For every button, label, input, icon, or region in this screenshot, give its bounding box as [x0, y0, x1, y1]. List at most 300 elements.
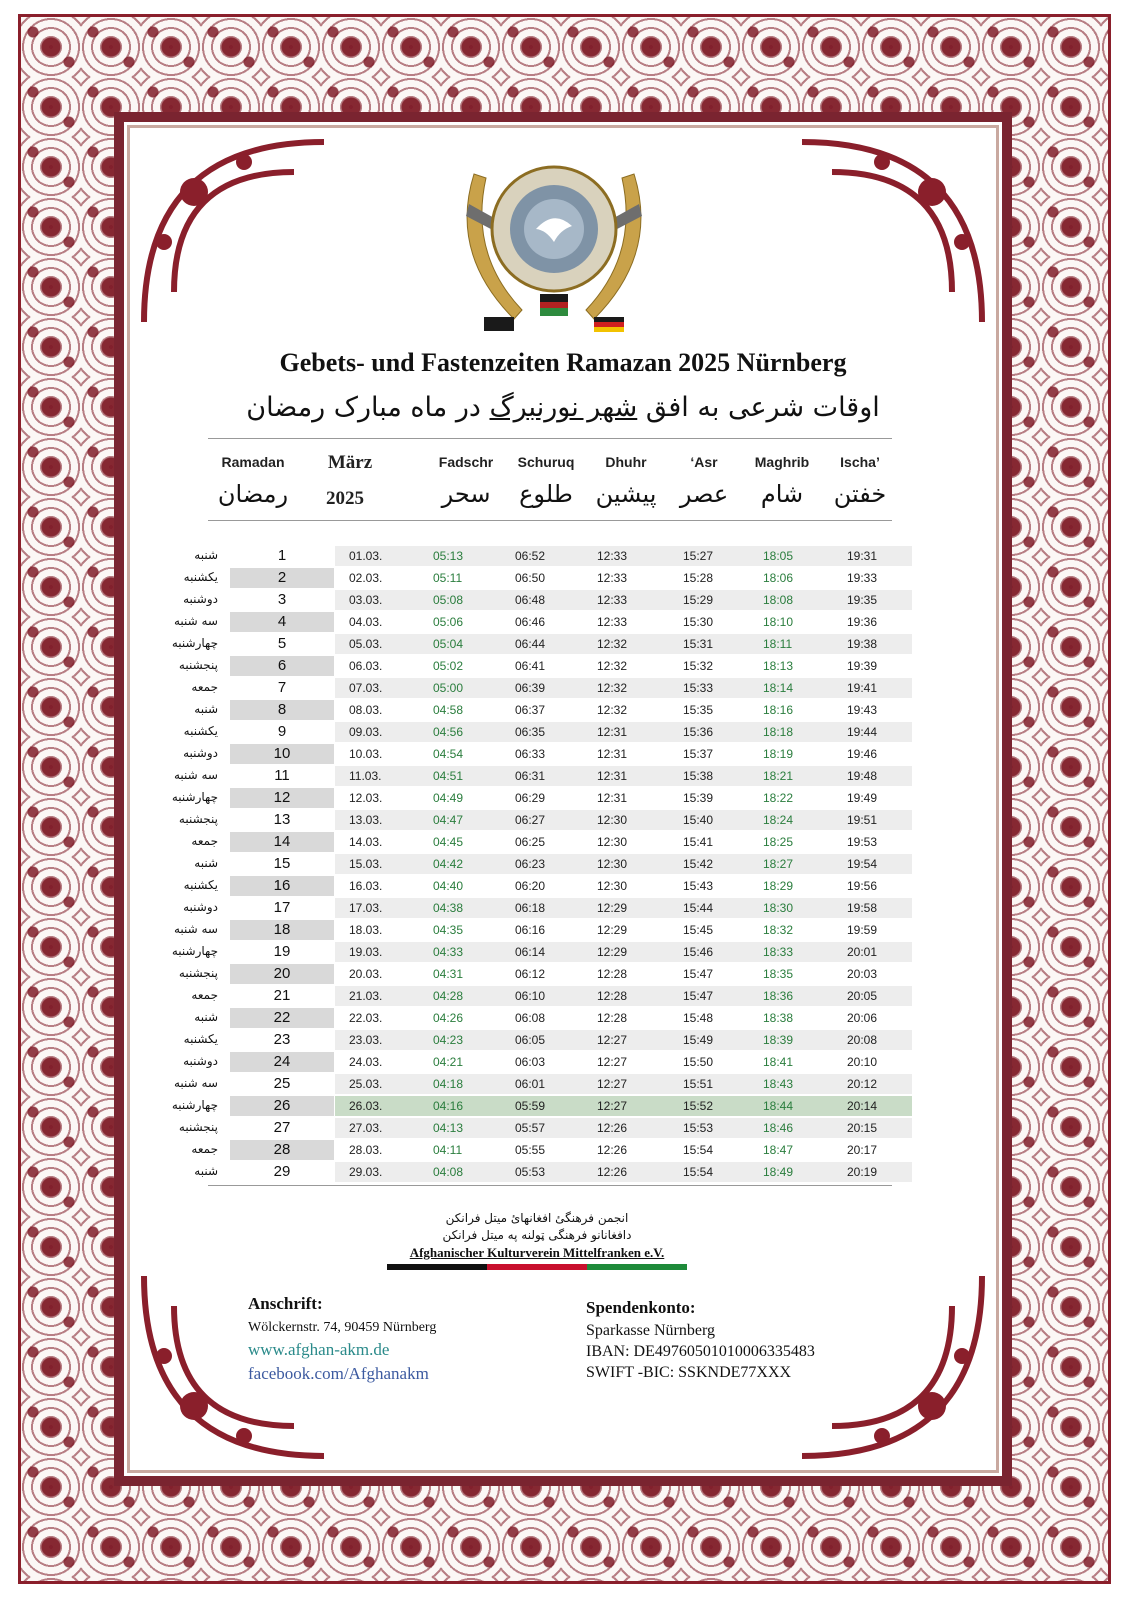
times-strip [335, 1008, 912, 1028]
time-dhuhr: 12:28 [597, 1011, 628, 1025]
time-fajr: 04:54 [433, 747, 464, 761]
time-dhuhr: 12:32 [597, 659, 628, 673]
facebook-link[interactable]: facebook.com/Afghanakm [248, 1364, 429, 1383]
time-asr: 15:53 [683, 1121, 714, 1135]
time-dhuhr: 12:26 [597, 1121, 628, 1135]
time-date: 11.03. [349, 769, 382, 783]
table-row [152, 1073, 892, 1095]
table-row [152, 985, 892, 1007]
time-maghrib: 18:44 [763, 1099, 794, 1113]
time-sunrise: 06:39 [515, 681, 546, 695]
table-row [152, 897, 892, 919]
time-fajr: 04:38 [433, 901, 464, 915]
weekday-dari: سه شنبه [173, 768, 218, 782]
ramadan-day-number: 14 [230, 832, 334, 852]
bank-iban: IBAN: DE49760501010006335483 [586, 1343, 815, 1360]
time-date: 18.03. [349, 923, 383, 937]
time-fajr: 04:58 [433, 703, 464, 717]
table-row [152, 743, 892, 765]
time-maghrib: 18:36 [763, 989, 794, 1003]
header-year: 2025 [326, 488, 364, 509]
weekday-dari: شنبه [194, 702, 218, 716]
time-isha: 19:35 [847, 593, 878, 607]
weekday-dari: چهارشنبه [171, 636, 218, 650]
time-isha: 19:41 [847, 681, 878, 695]
time-fajr: 05:06 [433, 615, 464, 629]
time-date: 28.03. [349, 1143, 383, 1157]
time-dhuhr: 12:29 [597, 945, 628, 959]
times-strip [335, 1118, 912, 1138]
ramadan-day-number: 11 [274, 767, 290, 784]
time-dhuhr: 12:31 [597, 769, 628, 783]
bank-label: Spendenkonto: [586, 1298, 696, 1317]
table-bottom-rule [208, 1185, 892, 1186]
time-maghrib: 18:19 [763, 747, 794, 761]
time-maghrib: 18:06 [763, 571, 794, 585]
time-dhuhr: 12:28 [597, 989, 628, 1003]
time-isha: 19:33 [847, 571, 878, 585]
time-dhuhr: 12:29 [597, 923, 628, 937]
time-maghrib: 18:13 [763, 659, 794, 673]
time-asr: 15:29 [683, 593, 714, 607]
time-dhuhr: 12:30 [597, 813, 628, 827]
time-asr: 15:42 [683, 857, 714, 871]
time-isha: 19:49 [847, 791, 878, 805]
donation-account-block [586, 1298, 906, 1383]
time-isha: 19:38 [847, 637, 878, 651]
time-date: 20.03. [349, 967, 383, 981]
header-fajr-fa: سحر [441, 480, 491, 508]
ramadan-day-number: 27 [273, 1119, 291, 1136]
time-fajr: 04:11 [433, 1143, 463, 1157]
org-name-german: Afghanischer Kulturverein Mittelfranken e.V. [409, 1245, 665, 1260]
table-row [152, 919, 892, 941]
ramadan-day-number: 24 [230, 1052, 334, 1072]
times-strip [335, 876, 912, 896]
time-fajr: 04:49 [433, 791, 464, 805]
times-strip [335, 854, 912, 874]
time-maghrib: 18:38 [763, 1011, 794, 1025]
time-fajr: 04:45 [433, 835, 464, 849]
time-sunrise: 06:46 [515, 615, 546, 629]
table-row [152, 787, 892, 809]
time-date: 17.03. [349, 901, 383, 915]
times-strip [335, 678, 912, 698]
time-fajr: 04:47 [433, 813, 464, 827]
weekday-dari: چهارشنبه [171, 1098, 218, 1112]
time-date: 06.03. [349, 659, 383, 673]
time-asr: 15:44 [683, 901, 714, 915]
time-date: 21.03. [349, 989, 383, 1003]
weekday-dari: سه شنبه [173, 614, 218, 628]
time-isha: 19:51 [847, 813, 878, 827]
times-strip [335, 700, 912, 720]
weekday-dari: یکشنبه [183, 878, 218, 892]
ramadan-day-number: 25 [273, 1075, 291, 1092]
time-date: 22.03. [349, 1011, 383, 1025]
times-strip [335, 656, 912, 676]
table-row [152, 875, 892, 897]
time-fajr: 04:56 [433, 725, 464, 739]
times-strip [335, 568, 912, 588]
times-strip [335, 634, 912, 654]
time-isha: 20:06 [847, 1011, 878, 1025]
ramadan-day-number: 28 [230, 1140, 334, 1160]
header-maghrib: Maghrib [754, 454, 810, 470]
time-isha: 19:39 [847, 659, 878, 673]
table-row [152, 853, 892, 875]
ramadan-day-number: 26 [230, 1096, 334, 1116]
time-sunrise: 06:23 [515, 857, 546, 871]
weekday-dari: پنجشنبه [178, 1120, 218, 1134]
table-row [152, 831, 892, 853]
time-fajr: 04:42 [433, 857, 464, 871]
afghan-flag-stripe [387, 1264, 687, 1270]
ramadan-day-number: 17 [273, 899, 291, 916]
time-isha: 19:44 [847, 725, 878, 739]
time-maghrib: 18:47 [763, 1143, 794, 1157]
time-dhuhr: 12:31 [597, 791, 628, 805]
table-row [152, 941, 892, 963]
time-isha: 19:53 [847, 835, 878, 849]
title-dari-end: در ماه مبارک رمضان [246, 392, 481, 423]
weekday-dari: یکشنبه [183, 570, 218, 584]
time-isha: 19:59 [847, 923, 878, 937]
time-dhuhr: 12:30 [597, 857, 628, 871]
ramadan-day-number: 6 [230, 656, 334, 676]
time-maghrib: 18:32 [763, 923, 794, 937]
time-maghrib: 18:24 [763, 813, 794, 827]
table-row [152, 699, 892, 721]
time-maghrib: 18:49 [763, 1165, 794, 1179]
weekday-dari: دوشنبه [183, 900, 218, 914]
bank-bic: SWIFT -BIC: SSKNDE77XXX [586, 1364, 792, 1381]
time-isha: 19:43 [847, 703, 878, 717]
weekday-dari: چهارشنبه [171, 790, 218, 804]
header-ramadan-fa: رمضان [217, 480, 289, 508]
table-row [152, 655, 892, 677]
header-sunrise-fa: طلوع [519, 480, 573, 508]
org-name-dari: انجمن فرهنگیٔ افغانهایٔ میتل فرانکن [445, 1211, 629, 1225]
time-isha: 20:14 [847, 1099, 878, 1113]
time-date: 05.03. [349, 637, 383, 651]
time-sunrise: 06:10 [515, 989, 546, 1003]
title-dari-start: اوقات شرعی به افق [645, 392, 880, 423]
table-row [152, 721, 892, 743]
header-month: März [327, 452, 373, 473]
weekday-dari: چهارشنبه [171, 944, 218, 958]
weekday-dari: پنجشنبه [178, 658, 218, 672]
ramadan-day-number: 7 [277, 679, 287, 696]
time-dhuhr: 12:29 [597, 901, 628, 915]
address-label: Anschrift: [248, 1294, 323, 1313]
table-row [152, 545, 892, 567]
time-sunrise: 06:48 [515, 593, 546, 607]
time-sunrise: 06:52 [515, 549, 546, 563]
header-bottom-rule [208, 520, 892, 521]
header-dhuhr: Dhuhr [605, 454, 647, 470]
time-maghrib: 18:46 [763, 1121, 794, 1135]
bank-name: Sparkasse Nürnberg [586, 1322, 716, 1339]
ramadan-day-number: 9 [277, 723, 287, 740]
times-strip [335, 1140, 912, 1160]
address-block [248, 1294, 548, 1384]
ramadan-day-number: 5 [277, 635, 287, 652]
times-strip [335, 986, 912, 1006]
times-strip [335, 832, 912, 852]
time-fajr: 04:35 [433, 923, 464, 937]
times-strip [335, 920, 912, 940]
time-asr: 15:28 [683, 571, 714, 585]
time-dhuhr: 12:27 [597, 1099, 628, 1113]
times-strip [335, 1162, 912, 1182]
weekday-dari: جمعه [191, 988, 218, 1002]
time-sunrise: 06:50 [515, 571, 546, 585]
ramadan-day-number: 19 [273, 943, 291, 960]
time-maghrib: 18:11 [763, 637, 793, 651]
time-isha: 20:15 [847, 1121, 878, 1135]
time-date: 16.03. [349, 879, 383, 893]
times-strip [335, 788, 912, 808]
org-name-pashto: دافغانانو فرهنگی ټولنه په میتل فرانکن [442, 1228, 632, 1242]
table-row [152, 633, 892, 655]
time-asr: 15:51 [683, 1077, 714, 1091]
weekday-dari: شنبه [194, 1010, 218, 1024]
times-strip [335, 1030, 912, 1050]
time-dhuhr: 12:28 [597, 967, 628, 981]
header-isha-fa: خفتن [833, 480, 887, 508]
time-isha: 20:10 [847, 1055, 878, 1069]
time-sunrise: 06:41 [515, 659, 546, 673]
time-asr: 15:40 [683, 813, 714, 827]
times-strip [335, 744, 912, 764]
time-sunrise: 06:31 [515, 769, 546, 783]
time-maghrib: 18:30 [763, 901, 794, 915]
time-fajr: 05:11 [433, 571, 463, 585]
times-strip [335, 546, 912, 566]
time-sunrise: 05:53 [515, 1165, 546, 1179]
times-strip [335, 898, 912, 918]
table-row [152, 1029, 892, 1051]
time-dhuhr: 12:27 [597, 1055, 628, 1069]
time-asr: 15:47 [683, 989, 714, 1003]
weekday-dari: شنبه [194, 1164, 218, 1178]
header-top-rule [208, 438, 892, 439]
table-row [152, 765, 892, 787]
times-strip [335, 590, 912, 610]
website-link[interactable]: www.afghan-akm.de [248, 1340, 390, 1359]
time-date: 02.03. [349, 571, 383, 585]
times-strip [335, 1096, 912, 1116]
header-asr-fa: عصر [679, 480, 729, 508]
time-isha: 19:54 [847, 857, 878, 871]
time-sunrise: 06:12 [515, 967, 546, 981]
time-date: 23.03. [349, 1033, 383, 1047]
time-maghrib: 18:35 [763, 967, 794, 981]
time-dhuhr: 12:30 [597, 879, 628, 893]
time-asr: 15:35 [683, 703, 714, 717]
time-sunrise: 06:27 [515, 813, 546, 827]
weekday-dari: سه شنبه [173, 1076, 218, 1090]
time-maghrib: 18:25 [763, 835, 794, 849]
header-asr: ‘Asr [690, 454, 718, 470]
time-fajr: 05:00 [433, 681, 464, 695]
time-isha: 19:36 [847, 615, 878, 629]
time-fajr: 04:23 [433, 1033, 464, 1047]
time-sunrise: 06:01 [515, 1077, 546, 1091]
time-asr: 15:47 [683, 967, 714, 981]
ramadan-day-number: 20 [230, 964, 334, 984]
ramadan-day-number: 1 [277, 547, 287, 564]
time-fajr: 05:08 [433, 593, 464, 607]
times-strip [335, 1074, 912, 1094]
time-maghrib: 18:33 [763, 945, 794, 959]
time-dhuhr: 12:32 [597, 681, 628, 695]
time-dhuhr: 12:30 [597, 835, 628, 849]
time-isha: 20:17 [847, 1143, 878, 1157]
time-fajr: 05:04 [433, 637, 464, 651]
weekday-dari: شنبه [194, 548, 218, 562]
time-fajr: 04:33 [433, 945, 464, 959]
time-asr: 15:41 [683, 835, 714, 849]
organization-block [382, 1210, 692, 1270]
table-row [152, 963, 892, 985]
time-maghrib: 18:14 [763, 681, 794, 695]
time-asr: 15:37 [683, 747, 714, 761]
time-dhuhr: 12:33 [597, 593, 628, 607]
time-sunrise: 06:16 [515, 923, 546, 937]
corner-ornament-top-left [134, 132, 334, 332]
time-dhuhr: 12:32 [597, 703, 628, 717]
time-isha: 19:31 [847, 549, 878, 563]
header-fajr: Fadschr [438, 454, 494, 470]
time-fajr: 04:08 [433, 1165, 464, 1179]
weekday-dari: یکشنبه [183, 1032, 218, 1046]
time-asr: 15:27 [683, 549, 714, 563]
time-fajr: 04:40 [433, 879, 464, 893]
table-row [152, 589, 892, 611]
time-asr: 15:46 [683, 945, 714, 959]
ramadan-day-number: 2 [230, 568, 334, 588]
title-dari-city: شهر نورنبرگ [489, 392, 638, 423]
time-fajr: 04:13 [433, 1121, 464, 1135]
time-isha: 20:19 [847, 1165, 878, 1179]
time-asr: 15:54 [683, 1165, 714, 1179]
header-sunrise: Schuruq [517, 454, 575, 470]
time-asr: 15:50 [683, 1055, 714, 1069]
time-isha: 19:58 [847, 901, 878, 915]
ramadan-day-number: 10 [230, 744, 334, 764]
table-row [152, 1095, 892, 1117]
weekday-dari: جمعه [191, 680, 218, 694]
time-date: 24.03. [349, 1055, 383, 1069]
time-fajr: 04:51 [433, 769, 464, 783]
time-date: 13.03. [349, 813, 383, 827]
weekday-dari: دوشنبه [183, 1054, 218, 1068]
time-date: 25.03. [349, 1077, 383, 1091]
time-maghrib: 18:16 [763, 703, 794, 717]
time-date: 12.03. [349, 791, 383, 805]
ramadan-day-number: 13 [273, 811, 291, 828]
time-date: 03.03. [349, 593, 383, 607]
time-dhuhr: 12:27 [597, 1077, 628, 1091]
time-sunrise: 06:29 [515, 791, 546, 805]
time-fajr: 04:26 [433, 1011, 464, 1025]
time-isha: 20:03 [847, 967, 878, 981]
address-street: Wölckernstr. 74, 90459 Nürnberg [248, 1320, 437, 1335]
time-date: 09.03. [349, 725, 383, 739]
times-strip [335, 810, 912, 830]
table-row [152, 1139, 892, 1161]
time-asr: 15:38 [683, 769, 714, 783]
poster-content [132, 130, 994, 1468]
time-isha: 20:05 [847, 989, 878, 1003]
time-sunrise: 06:44 [515, 637, 546, 651]
time-sunrise: 05:57 [515, 1121, 546, 1135]
time-maghrib: 18:22 [763, 791, 794, 805]
title-dari [132, 392, 994, 423]
time-asr: 15:52 [683, 1099, 714, 1113]
times-strip [335, 766, 912, 786]
header-dhuhr-fa: پیشین [595, 480, 657, 508]
ramadan-day-number: 16 [230, 876, 334, 896]
time-dhuhr: 12:26 [597, 1143, 628, 1157]
ramadan-day-number: 8 [230, 700, 334, 720]
time-maghrib: 18:41 [763, 1055, 794, 1069]
association-logo [444, 134, 664, 344]
ramadan-day-number: 21 [273, 987, 291, 1004]
time-asr: 15:39 [683, 791, 714, 805]
time-fajr: 05:02 [433, 659, 464, 673]
ramadan-day-number: 3 [277, 591, 287, 608]
time-dhuhr: 12:26 [597, 1165, 628, 1179]
weekday-dari: پنجشنبه [178, 812, 218, 826]
weekday-dari: شنبه [194, 856, 218, 870]
time-date: 15.03. [349, 857, 383, 871]
time-asr: 15:45 [683, 923, 714, 937]
time-date: 07.03. [349, 681, 383, 695]
time-maghrib: 18:43 [763, 1077, 794, 1091]
header-isha: Ischa’ [840, 454, 880, 470]
ramadan-day-number: 12 [230, 788, 334, 808]
time-maghrib: 18:39 [763, 1033, 794, 1047]
table-row [152, 1161, 892, 1183]
times-strip [335, 942, 912, 962]
time-sunrise: 05:55 [515, 1143, 546, 1157]
header-ramadan: Ramadan [221, 454, 285, 470]
times-strip [335, 964, 912, 984]
times-strip [335, 722, 912, 742]
ramadan-day-number: 4 [230, 612, 334, 632]
time-fajr: 04:18 [433, 1077, 464, 1091]
ramadan-day-number: 23 [273, 1031, 291, 1048]
time-sunrise: 06:37 [515, 703, 546, 717]
time-maghrib: 18:27 [763, 857, 794, 871]
table-row [152, 1051, 892, 1073]
time-fajr: 04:28 [433, 989, 464, 1003]
weekday-dari: دوشنبه [183, 746, 218, 760]
time-maghrib: 18:18 [763, 725, 794, 739]
time-sunrise: 06:05 [515, 1033, 546, 1047]
time-asr: 15:32 [683, 659, 714, 673]
time-isha: 19:46 [847, 747, 878, 761]
time-sunrise: 06:18 [515, 901, 546, 915]
time-date: 08.03. [349, 703, 383, 717]
weekday-dari: جمعه [191, 834, 218, 848]
time-maghrib: 18:10 [763, 615, 794, 629]
time-asr: 15:33 [683, 681, 714, 695]
table-row [152, 677, 892, 699]
